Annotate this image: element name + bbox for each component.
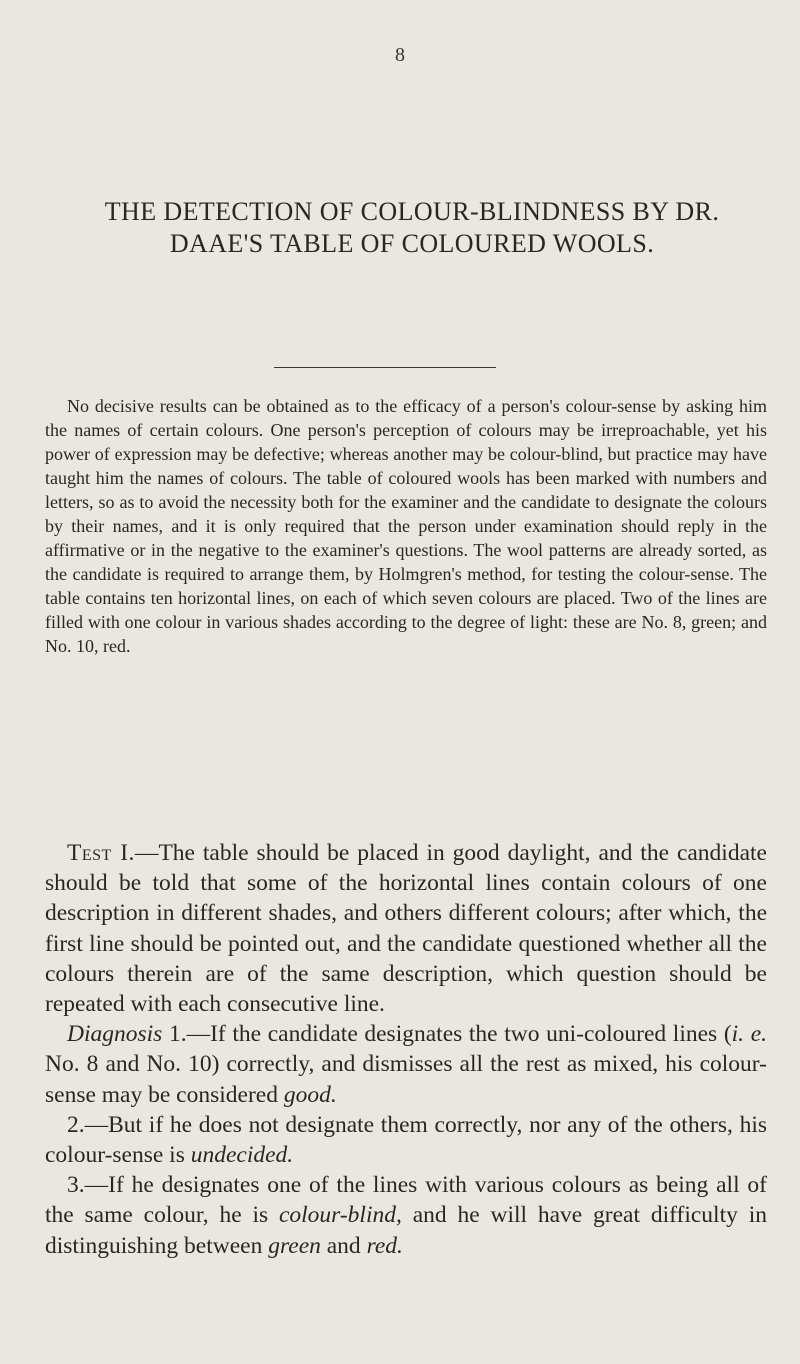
diagnosis-2-result: undecided. [190, 1142, 294, 1169]
test-text: —The table should be placed in good daylight, and the candidate should be told that some of the horizontal lines contain colours of one description in different shades, and others different colours; after which, the first line should be pointed out, and the candidate questioned whether all the colours therein are of the same description, which question should be repeated with each consecutive line. [45, 840, 767, 1018]
diagnosis-3-and: and [320, 1232, 367, 1259]
diagnosis-3-green: green [268, 1232, 321, 1259]
diagnosis-1-number: 1. [162, 1021, 187, 1048]
diagnosis-3-paragraph [45, 1170, 767, 1261]
test-paragraph [45, 838, 767, 1019]
diagnosis-1-ie: i. e. [731, 1021, 767, 1048]
diagnosis-1-paragraph [45, 1019, 767, 1110]
diagnosis-3-result: colour-blind, [278, 1202, 402, 1229]
intro-paragraph: No decisive results can be obtained as to the efficacy of a person's colour-sense by asking him the names of certain colours. One person's perception of colours may be irreproachable, yet his power of expression may be defective; whereas another may be colour-blind, but practice may have taught him the names of colours. The table of coloured wools has been marked with numbers and letters, so as to avoid the necessity both for the examiner and the candidate to designate the colours by their names, and it is only required that the person under examination should reply in the affirmative or in the negative to the examiner's questions. The wool patterns are already sorted, as the candidate is required to arrange them, by Holmgren's method, for testing the colour-sense. The table contains ten horizontal lines, on each of which seven colours are placed. Two of the lines are filled with one colour in various shades according to the degree of light: these are No. 8, green; and No. 10, red. [45, 396, 767, 656]
diagnosis-label: Diagnosis [67, 1021, 163, 1048]
title-divider [274, 367, 496, 368]
diagnosis-3-text: 3.—If he designates one of the lines with various colours as being all of the same colour, he is [45, 1172, 767, 1229]
diagnosis-2-text: 2.—But if he does not designate them correctly, nor any of the others, his colour-sense is [45, 1111, 767, 1169]
title-line-1: THE DETECTION OF COLOUR-BLINDNESS BY DR. [104, 197, 720, 226]
diagnosis-1-result: good. [283, 1081, 337, 1108]
diagnosis-1-text: —If the candidate designates the two uni-coloured lines ( [186, 1021, 732, 1048]
title-line-2: DAAE'S TABLE OF COLOURED WOOLS. [169, 229, 655, 258]
diagnosis-3-red: red. [366, 1232, 403, 1259]
test-label: Test I. [67, 840, 135, 866]
page-number: 8 [395, 44, 405, 66]
page-title [42, 196, 782, 260]
diagnosis-1-text2: No. 8 and No. 10) correctly, and dismisses all the rest as mixed, his colour-sense may be considered [45, 1051, 767, 1108]
diagnosis-2-paragraph [45, 1110, 767, 1170]
diagnosis-3-text2: and he will have great difficulty in distinguishing between [45, 1202, 767, 1259]
test-section [45, 838, 767, 1261]
